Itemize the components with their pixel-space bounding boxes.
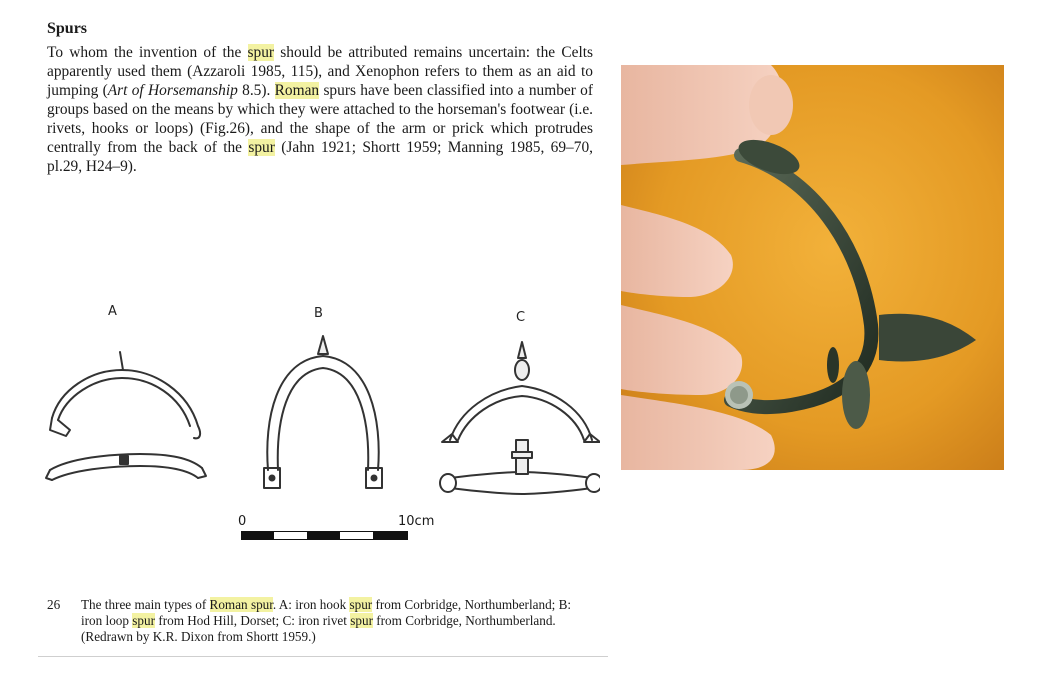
caption-highlight-spur-2: spur bbox=[132, 613, 156, 628]
spur-photo bbox=[621, 65, 1004, 470]
bottom-rule bbox=[38, 656, 608, 657]
body-text-1: To whom the invention of the bbox=[47, 44, 248, 61]
caption-highlight-roman-spur: Roman spur bbox=[209, 597, 273, 612]
body-text-4: spurs have been classified into a number of groups based on the means by which they were attached to the horseman's footwear (i.e. rivets, hooks or loops) (Fig.26), and the shape of the arm or prick which protrudes centrally from the back of the bbox=[47, 82, 593, 156]
caption-text bbox=[81, 597, 595, 645]
caption-text-3: from Corbridge, Northumberland; B: iron loop bbox=[81, 597, 572, 628]
highlight-roman: Roman bbox=[274, 82, 320, 99]
caption-highlight-spur-1: spur bbox=[349, 597, 373, 612]
drawing-hook-spur bbox=[46, 352, 206, 480]
caption-text-2: . A: iron hook bbox=[272, 597, 350, 612]
caption-highlight-spur-3: spur bbox=[350, 613, 373, 628]
body-text-3: 8.5). bbox=[237, 82, 275, 99]
drawing-rivet-spur bbox=[440, 342, 600, 494]
book-title: Art of Horsemanship bbox=[107, 82, 238, 99]
figure-label-c: C bbox=[516, 310, 526, 325]
scale-label-end: 10cm bbox=[398, 514, 435, 529]
body-paragraph bbox=[47, 43, 593, 176]
scale-bar bbox=[241, 531, 409, 541]
body-text-2: should be attributed remains uncertain: the Celts apparently used them (Azzaroli 1985, 115), and Xenophon refers to them as an aid to jumping ( bbox=[47, 44, 593, 99]
spur-drawings bbox=[40, 330, 600, 505]
caption-number: 26 bbox=[47, 597, 61, 612]
body-text-5: (Jahn 1921; Shortt 1959; Manning 1985, 69–70, pl.29, H24–9). bbox=[47, 139, 593, 175]
figure-label-a: A bbox=[108, 304, 117, 319]
figure-label-b: B bbox=[314, 306, 323, 321]
highlight-spur-1: spur bbox=[247, 44, 275, 61]
section-heading: Spurs bbox=[47, 20, 88, 37]
caption-text-5: from Corbridge, Northumberland. (Redrawn by K.R. Dixon from Shortt 1959.) bbox=[81, 613, 556, 644]
caption-text-1: The three main types of bbox=[81, 597, 210, 612]
caption-text-4: from Hod Hill, Dorset; C: iron rivet bbox=[155, 613, 351, 628]
drawing-loop-spur bbox=[264, 336, 382, 488]
scale-label-start: 0 bbox=[238, 514, 247, 529]
highlight-spur-2: spur bbox=[248, 139, 275, 156]
